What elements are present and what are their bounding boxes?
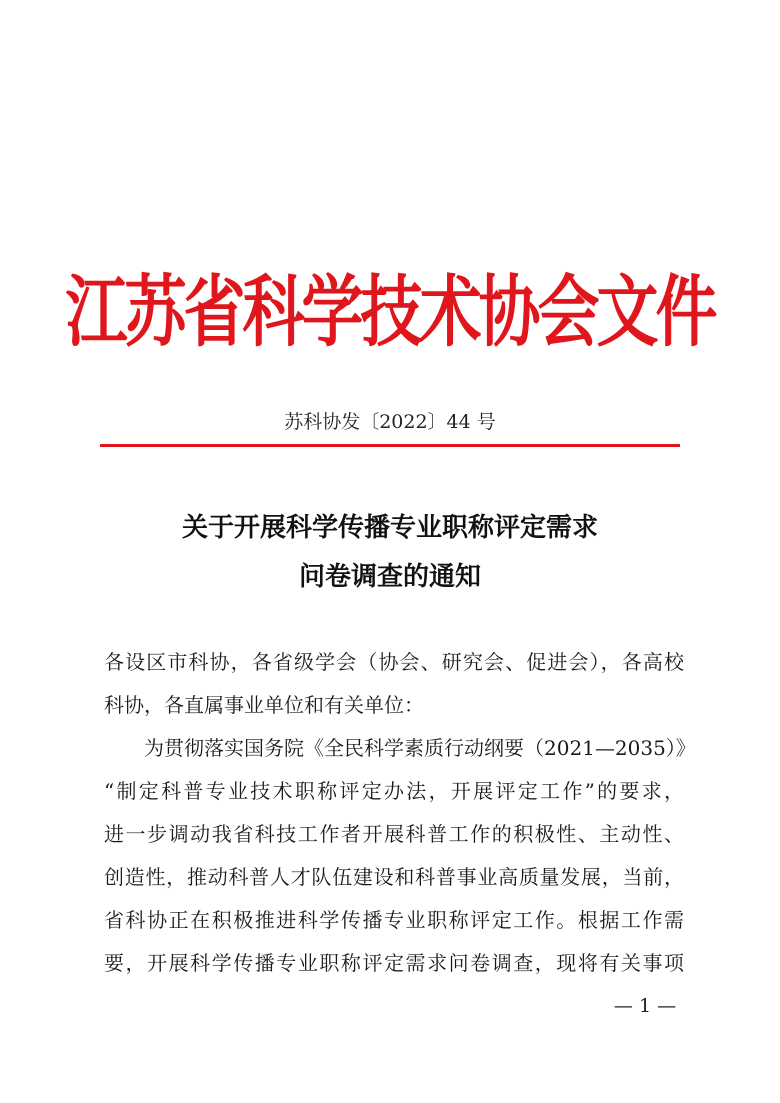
paragraph-line-3: 进一步调动我省科技工作者开展科普工作的积极性、主动性、 [104,822,684,846]
paragraph-line-1: 为贯彻落实国务院《全民科学素质行动纲要（2021—2035）》 [144,736,696,760]
paragraph-line-5: 省科协正在积极推进科学传播专业职称评定工作。根据工作需 [104,908,684,932]
paragraph-line-4: 创造性，推动科普人才队伍建设和科普事业高质量发展，当前， [104,865,684,889]
paragraph-line-6: 要，开展科学传播专业职称评定需求问卷调查，现将有关事项 [104,951,684,975]
document-number: 苏科协发〔2022〕44 号 [284,411,496,433]
page-number: — 1 — [613,995,677,1017]
notice-title-line-2: 问卷调查的通知 [298,562,481,592]
addressee-line-2: 科协，各直属事业单位和有关单位： [104,693,424,717]
red-separator-line [100,444,680,447]
notice-title-line-1: 关于开展科学传播专业职称评定需求 [181,513,598,543]
paragraph-line-2: “制定科普专业技术职称评定办法，开展评定工作”的要求， [104,779,684,803]
addressee-line-1: 各设区市科协，各省级学会（协会、研究会、促进会），各高校 [104,650,684,674]
issuer-title: 江苏省科学技术协会文件 [65,265,715,357]
